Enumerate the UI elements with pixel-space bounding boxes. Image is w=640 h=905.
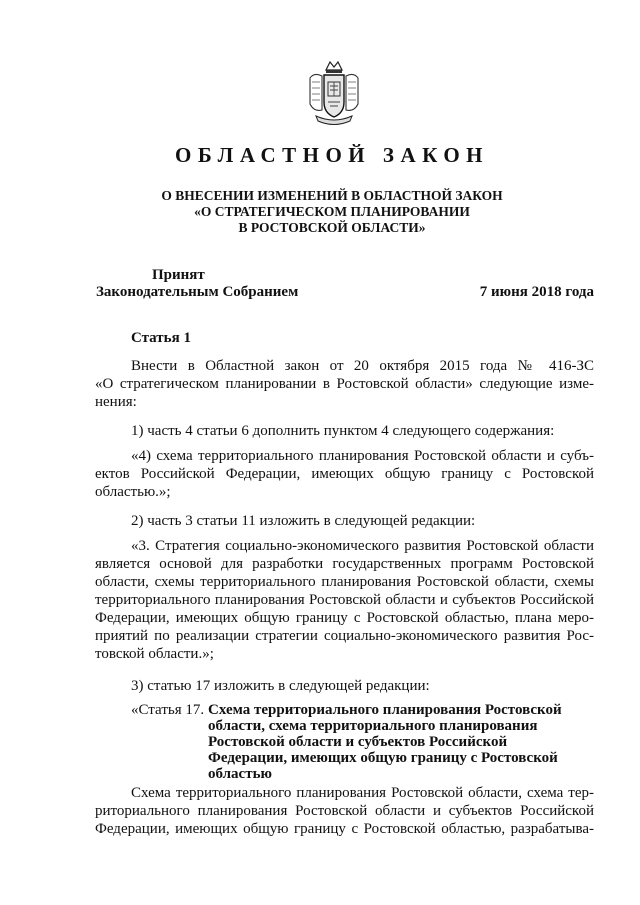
text-line: ектов Российской Федерации, имеющих общую границу с Ростовской [95, 466, 594, 482]
text-line: областью.»; [95, 484, 171, 500]
text-line: «3. Стратегия социально-экономического развития Ростовской области [131, 538, 594, 554]
text-line: области, схемы территориального планирования Ростовской области, схемы [95, 574, 594, 590]
coat-of-arms-icon [304, 58, 364, 128]
paragraph-amendment-intro [95, 357, 594, 411]
text-line: 1) часть 4 статьи 6 дополнить пунктом 4 следующего содержания: [131, 423, 555, 439]
heading-line: областью [208, 766, 272, 782]
article-17-lead: «Статья 17. [131, 702, 205, 718]
subtitle-line: О ВНЕСЕНИИ ИЗМЕНЕНИЙ В ОБЛАСТНОЙ ЗАКОН [161, 188, 503, 203]
heading-line: Ростовской области и субъектов Российской [208, 734, 508, 750]
adopted-by: Законодательным Собранием [96, 284, 299, 300]
text-line: Внести в Областной закон от 20 октября 2015 года № 416-ЗС [131, 358, 594, 374]
text-line: 2) часть 3 статьи 11 изложить в следующей редакции: [131, 513, 476, 529]
paragraph-item-2-text [95, 537, 594, 663]
text-line: Схема территориального планирования Ростовской области, схема тер- [131, 785, 594, 801]
text-line: «О стратегическом планировании в Ростовской области» следующие изме- [95, 376, 594, 392]
text-line: приятий по реализации стратегии социально-экономического развития Рос- [95, 628, 594, 644]
text-line: является основой для разработки государственных программ Ростовской [95, 556, 594, 572]
text-line: Федерации, имеющих общую границу с Ростовской областью, плана меро- [95, 610, 594, 626]
text-line: Федерации, имеющих общую границу с Ростовской областью, разрабатыва- [95, 821, 594, 837]
article-17-heading [208, 702, 603, 782]
article-heading: Статья 1 [131, 330, 191, 346]
paragraph-item-3 [95, 677, 594, 695]
text-line: территориального планирования Ростовской области и субъектов Российской [95, 592, 594, 608]
paragraph-article-17-text [95, 784, 594, 838]
paragraph-item-1 [95, 422, 594, 440]
paragraph-item-1-text [95, 447, 594, 501]
heading-line: Федерации, имеющих общую границу с Ростовской [208, 750, 558, 766]
text-line: «4) схема территориального планирования Ростовской области и субъ- [131, 448, 594, 464]
document-title: ОБЛАСТНОЙ ЗАКОН [174, 143, 489, 167]
adoption-date: 7 июня 2018 года [479, 284, 594, 300]
text-line: риториального планирования Ростовской области и субъектов Российской [95, 803, 594, 819]
adoption-info [96, 267, 298, 301]
document-subtitle [0, 188, 640, 236]
adopted-label: Принят [152, 267, 205, 283]
text-line: 3) статью 17 изложить в следующей редакции: [131, 678, 430, 694]
subtitle-line: «О СТРАТЕГИЧЕСКОМ ПЛАНИРОВАНИИ [194, 204, 470, 219]
subtitle-line: В РОСТОВСКОЙ ОБЛАСТИ» [238, 220, 426, 235]
heading-line: области, схема территориального планирования [208, 718, 538, 734]
heading-line: Схема территориального планирования Ростовской [208, 702, 562, 718]
paragraph-item-2 [95, 512, 594, 530]
text-line: товской области.»; [95, 646, 214, 662]
text-line: нения: [95, 394, 137, 410]
